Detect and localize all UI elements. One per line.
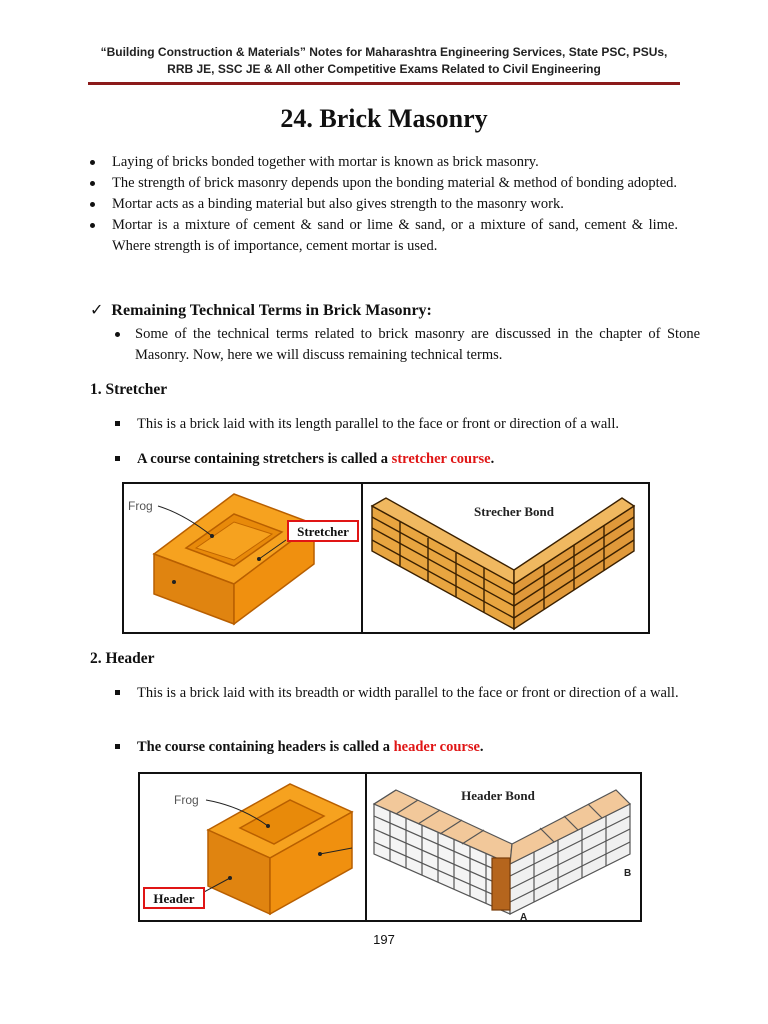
frog-label: Frog <box>128 499 153 513</box>
header-course: The course containing headers is called a header course. <box>113 737 702 758</box>
stretcher-definition: This is a brick laid with its length parallel to the face or front or direction of a wall. <box>113 414 702 435</box>
section-intro: Some of the technical terms related to brick masonry are discussed in the chapter of Stone Masonry. Now, here we will discuss remaining technical terms. <box>113 324 700 366</box>
stretcher-label: Stretcher <box>297 524 349 539</box>
header-heading: 2. Header <box>90 650 155 667</box>
running-header <box>60 44 708 78</box>
intro-bullet-list <box>90 152 678 257</box>
intro-bullet: The strength of brick masonry depends upon the bonding material & method of bonding adopted. <box>90 173 678 194</box>
point-a-label: A <box>520 912 528 920</box>
frog-label: Frog <box>174 793 199 807</box>
running-header-line2: RRB JE, SSC JE & All other Competitive Exams Related to Civil Engineering <box>167 62 601 76</box>
header-definition: This is a brick laid with its breadth or width parallel to the face or front or direction of a wall. <box>113 683 702 704</box>
section-heading: ✓ Remaining Technical Terms in Brick Masonry: <box>90 300 432 319</box>
header-bond-wall-icon <box>374 790 630 914</box>
page-title: 24. Brick Masonry <box>280 104 488 133</box>
stretcher-brick-icon <box>154 494 314 624</box>
square-bullet-icon <box>115 690 120 695</box>
stretcher-course-term: stretcher course <box>391 451 491 467</box>
bullet-dot-icon <box>115 332 120 337</box>
stretcher-course: A course containing stretchers is called a stretcher course. <box>113 449 702 470</box>
stretcher-bond-label: Strecher Bond <box>473 504 555 519</box>
intro-bullet: Mortar is a mixture of cement & sand or lime & sand, or a mixture of sand, cement & lime. Where strength is of importance, cement mortar is used. <box>90 215 678 257</box>
point-b-label: B <box>624 868 632 879</box>
header-figure <box>138 772 642 922</box>
page-number: 197 <box>373 932 395 947</box>
header-illustration <box>140 774 640 920</box>
intro-bullet: Laying of bricks bonded together with mortar is known as brick masonry. <box>90 152 678 173</box>
square-bullet-icon <box>115 421 120 426</box>
square-bullet-icon <box>115 744 120 749</box>
bullet-dot-icon <box>90 181 95 186</box>
bullet-dot-icon <box>90 223 95 228</box>
intro-bullet: Mortar acts as a binding material but also gives strength to the masonry work. <box>90 194 678 215</box>
stretcher-illustration <box>124 484 648 632</box>
stretcher-figure <box>122 482 650 634</box>
bullet-dot-icon <box>90 160 95 165</box>
bullet-dot-icon <box>90 202 95 207</box>
header-bond-label: Header Bond <box>461 788 535 803</box>
running-header-line1: “Building Construction & Materials” Notes for Maharashtra Engineering Services, State PSC, PSUs, <box>100 45 668 59</box>
header-brick-icon <box>208 784 352 914</box>
checkmark-icon: ✓ <box>90 300 104 319</box>
header-label: Header <box>153 891 195 906</box>
stretcher-heading: 1. Stretcher <box>90 381 168 398</box>
header-course-term: header course <box>393 739 480 755</box>
header-divider <box>88 82 680 85</box>
square-bullet-icon <box>115 456 120 461</box>
